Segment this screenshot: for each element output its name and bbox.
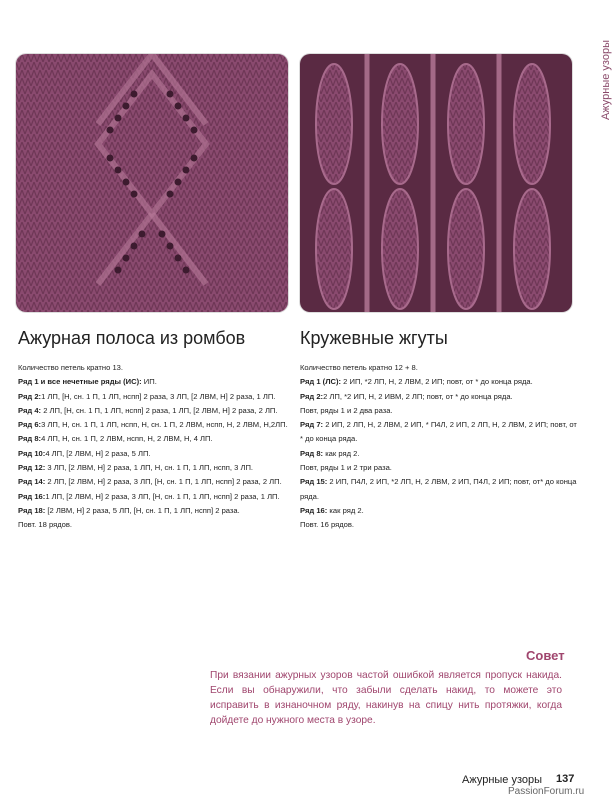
instruction-row [18, 490, 288, 504]
row-label: Ряд 2: [300, 391, 324, 401]
row-text: Повт, ряды 1 и 2 два раза. [300, 405, 393, 415]
left-pattern-title: Ажурная полоса из ромбов [18, 328, 246, 348]
instruction-row [18, 447, 288, 461]
instruction-row [18, 518, 288, 532]
row-label: Ряд 10: [18, 448, 46, 458]
instruction-row [18, 432, 288, 446]
instruction-row [300, 475, 580, 504]
row-label: Ряд 6: [18, 420, 42, 430]
instruction-row [300, 447, 580, 461]
row-label: Ряд 14: [18, 477, 46, 487]
instruction-row [300, 461, 580, 475]
right-pattern-title: Кружевные жгуты [300, 328, 448, 348]
row-text: [2 ЛВМ, Н] 2 раза, 5 ЛП, [Н, сн. 1 П, 1 ЛП, нспп] 2 раза. [45, 505, 240, 515]
right-pattern-instructions [300, 361, 580, 533]
lace-cable-swatch-photo [300, 54, 572, 312]
row-text: 2 ИП, П4Л, 2 ИП, *2 ЛП, Н, 2 ЛВМ, 2 ИП, П4Л, 2 ИП; повт, от* до конца ряда. [300, 477, 577, 501]
row-text: ИП. [141, 377, 157, 387]
instruction-row [18, 418, 288, 432]
footer-section-name: Ажурные узоры [462, 774, 543, 786]
row-label: Ряд 12: [18, 463, 46, 473]
row-label: Ряд 1 и все нечетные ряды (ИС): [18, 377, 142, 387]
page-number: 137 [556, 773, 575, 785]
tip-text: При вязании ажурных узоров частой ошибкой является пропуск накида. Если вы обнаружили, что забыли сделать накид, то можете это исправить в изнаночном ряду, накинув на спицу нить протяжки, когда дойдете до нужного места в узоре. [210, 670, 562, 726]
row-label: Ряд 7: [300, 420, 324, 430]
instruction-row [300, 390, 580, 404]
row-text: 2 ЛП, [2 ЛВМ, Н] 2 раза, 3 ЛП, [Н, сн. 1 П, 1 ЛП, нспп] 2 раза, 2 ЛП. [45, 477, 282, 487]
tip-title: Совет [526, 648, 565, 663]
instruction-row [300, 418, 580, 447]
row-text: Количество петель кратно 13. [18, 363, 123, 372]
instruction-row [18, 404, 288, 418]
row-text: 4 ЛП, Н, сн. 1 П, 2 ЛВМ, нспп, Н, 2 ЛВМ, Н, 4 ЛП. [41, 434, 213, 444]
instruction-row [18, 375, 288, 389]
row-label: Ряд 4: [18, 405, 42, 415]
watermark: PassionForum.ru [508, 786, 585, 797]
instruction-row [18, 390, 288, 404]
row-text: Повт, ряды 1 и 2 три раза. [300, 463, 392, 473]
row-text: 2 ИП, *2 ЛП, Н, 2 ЛВМ, 2 ИП; повт, от * до конца ряда. [341, 377, 533, 387]
row-text: Количество петель кратно 12 + 8. [300, 363, 418, 372]
instruction-row [300, 518, 580, 532]
instruction-row [300, 361, 580, 375]
section-side-label: Ажурные узоры [600, 40, 612, 121]
row-label: Ряд 8: [18, 434, 42, 444]
row-label: Ряд 1 (ЛС): [300, 377, 342, 387]
row-label: Ряд 18: [18, 505, 46, 515]
row-text: Повт. 18 рядов. [18, 520, 73, 530]
row-text: 4 ЛП, [2 ЛВМ, Н] 2 раза, 5 ЛП. [45, 448, 151, 458]
row-label: Ряд 2: [18, 391, 42, 401]
row-text: как ряд 2. [327, 505, 364, 515]
instruction-row [18, 461, 288, 475]
row-label: Ряд 15: [300, 477, 328, 487]
row-text: 2 ЛП, *2 ИП, Н, 2 ИВМ, 2 ЛП; повт, от * до конца ряда. [323, 391, 513, 401]
row-text: 1 ЛП, [2 ЛВМ, Н] 2 раза, 3 ЛП, [Н, сн. 1 П, 1 ЛП, нспп] 2 раза, 1 ЛП. [45, 491, 280, 501]
instruction-row [18, 361, 288, 375]
instruction-row [18, 504, 288, 518]
row-text: 3 ЛП, Н, сн. 1 П, 1 ЛП, нспп, Н, сн. 1 П, 2 ЛВМ, нспп, Н, 2 ЛВМ, Н,2ЛП. [41, 420, 288, 430]
instruction-row [300, 404, 580, 418]
row-text: 1 ЛП, [Н, сн. 1 П, 1 ЛП, нспп] 2 раза, 3 ЛП, [2 ЛВМ, Н] 2 раза, 1 ЛП. [41, 391, 276, 401]
instruction-row [18, 475, 288, 489]
row-label: Ряд 16: [300, 505, 328, 515]
row-text: как ряд 2. [323, 448, 360, 458]
row-text: 3 ЛП, [2 ЛВМ, Н] 2 раза, 1 ЛП, Н, сн. 1 П, 1 ЛП, нспп, 3 ЛП. [45, 463, 254, 473]
row-label: Ряд 16: [18, 491, 46, 501]
row-text: 2 ЛП, [Н, сн. 1 П, 1 ЛП, нспп] 2 раза, 1 ЛП, [2 ЛВМ, Н] 2 раза, 2 ЛП. [41, 405, 278, 415]
instruction-row [300, 375, 580, 389]
row-text: 2 ИП, 2 ЛП, Н, 2 ЛВМ, 2 ИП, * П4Л, 2 ИП, 2 ЛП, Н, 2 ЛВМ, 2 ИП; повт, от * до конца ряда. [300, 420, 577, 444]
row-text: Повт. 16 рядов. [300, 520, 355, 530]
row-label: Ряд 8: [300, 448, 324, 458]
instruction-row [300, 504, 580, 518]
lace-diamond-swatch-photo [16, 54, 288, 312]
left-pattern-instructions [18, 361, 288, 533]
